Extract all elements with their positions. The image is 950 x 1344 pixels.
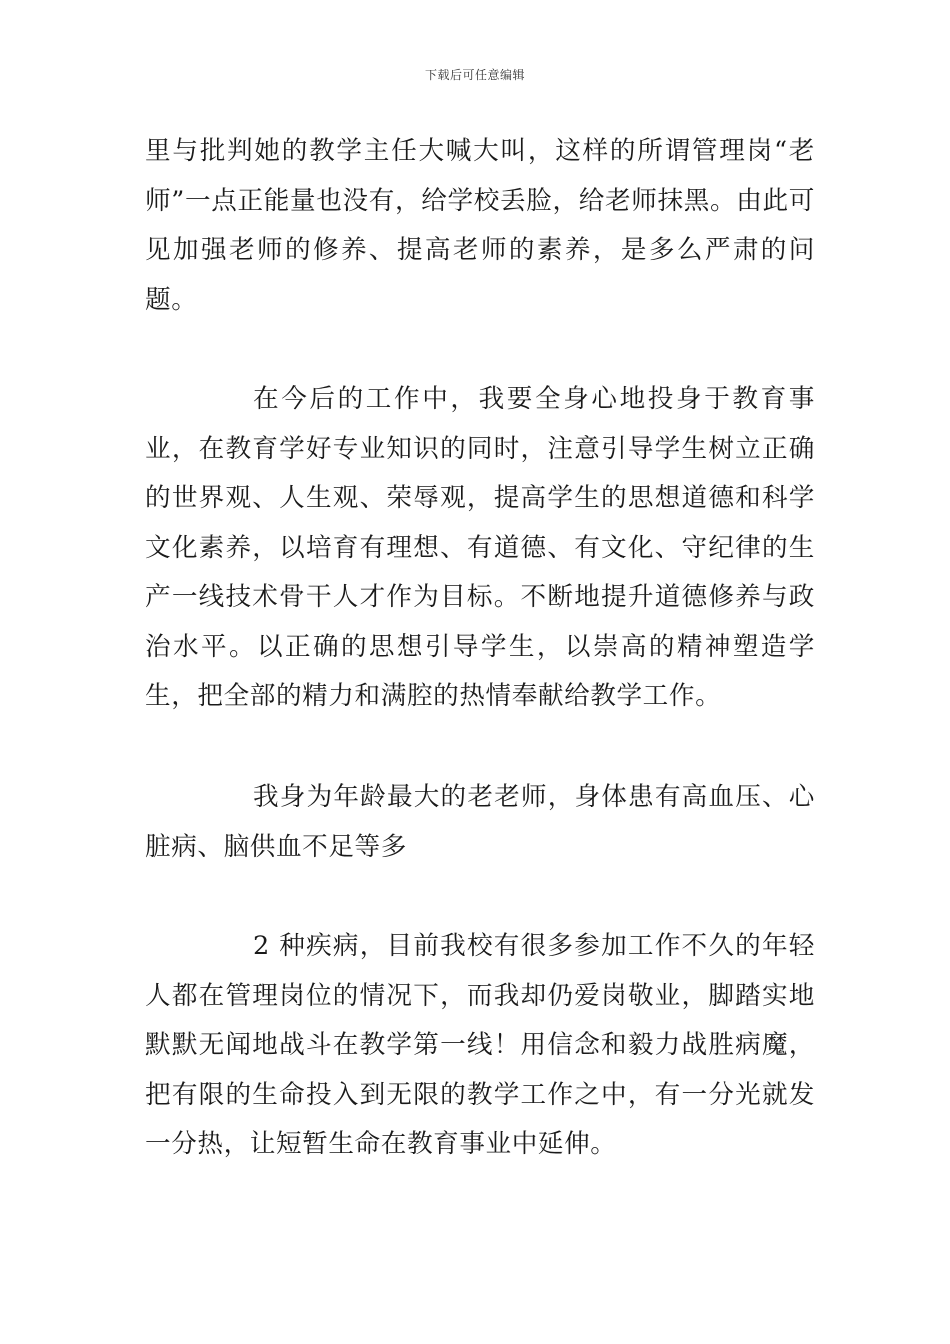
paragraph-1: 里与批判她的教学主任大喊大叫，这样的所谓管理岗“老师”一点正能量也没有，给学校丢脸，给老师抹黑。由此可见加强老师的修养、提高老师的素养，是多么严肃的问题。	[145, 136, 815, 315]
paragraph-3: 我身为年龄最大的老老师，身体患有高血压、心脏病、脑供血不足等多	[145, 782, 815, 862]
paragraph-4: 2 种疾病，目前我校有很多参加工作不久的年轻人都在管理岗位的情况下，而我却仍爱岗敬业，脚踏实地默默无闻地战斗在教学第一线！用信念和毅力战胜病魔，把有限的生命投入到无限的教学工作之中，有一分光就发一分热，让短暂生命在教育事业中延伸。	[145, 931, 815, 1159]
paragraph-2: 在今后的工作中，我要全身心地投身于教育事业，在教育学好专业知识的同时，注意引导学生树立正确的世界观、人生观、荣辱观，提高学生的思想道德和科学文化素养，以培育有理想、有道德、有文化、守纪律的生产一线技术骨干人才作为目标。不断地提升道德修养与政治水平。以正确的思想引导学生，以崇高的精神塑造学生，把全部的精力和满腔的热情奉献给教学工作。	[145, 384, 815, 711]
page-header: 下载后可任意编辑	[424, 68, 525, 82]
